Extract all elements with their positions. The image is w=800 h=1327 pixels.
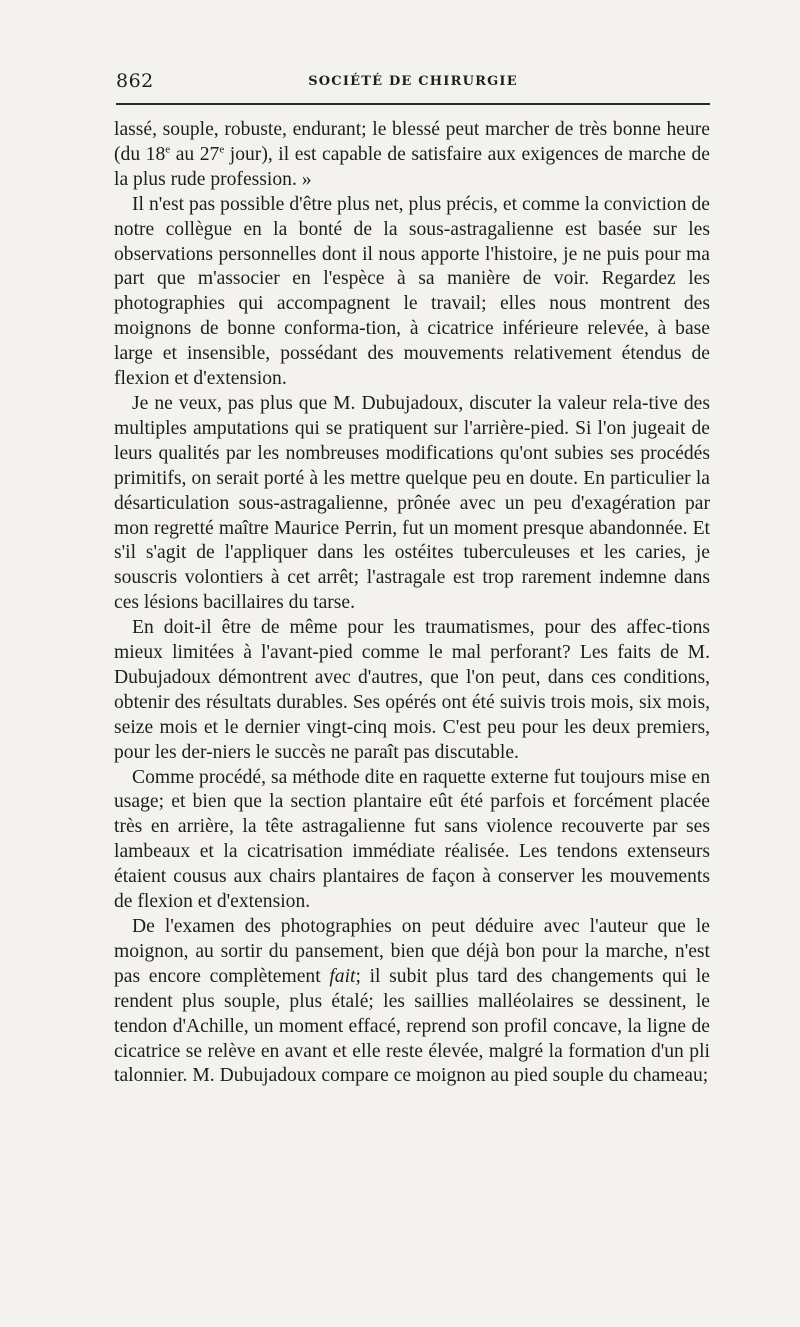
paragraph-4: En doit-il être de même pour les traumatismes, pour des affec-tions mieux limitées à l'avant-pied comme le mal perforant? Les faits de M. Dubujadoux démontrent avec d'autres, que l'on peut, dans ces conditions, obtenir des résultats durables. Ses opérés ont été suivis trois mois, six mois, seize mois et le dernier vingt-cinq mois. C'est peu pour les deux premiers, pour les der-niers le succès ne paraît pas discutable. (114, 617, 710, 763)
running-title: SOCIÉTÉ DE CHIRURGIE (308, 74, 518, 89)
paragraph-1: lassé, souple, robuste, endurant; le blessé peut marcher de très bonne heure (du 18e au 27e jour), il est capable de satisfaire aux exigences de marche de la plus rude profession. » (114, 119, 710, 190)
body-text (114, 118, 710, 1089)
page-number: 862 (116, 70, 154, 92)
paragraph-3: Je ne veux, pas plus que M. Dubujadoux, discuter la valeur rela-tive des multiples amputations qui se pratiquent sur l'arrière-pied. Si l'on jugeait de leurs qualités par les nombreuses modifications qu'ont subies ses procédés primitifs, on serait porté à les mettre quelque peu en doute. En particulier la désarticulation sous-astragalienne, prônée avec un peu d'exagération par mon regretté maître Maurice Perrin, fut un moment presque abandonnée. Et s'il s'agit de l'appliquer dans les ostéites tuberculeuses et les caries, je souscris volontiers à cet arrêt; l'astragale est trop rarement indemne dans ces lésions bacillaires du tarse. (114, 392, 710, 614)
page-header (116, 68, 710, 98)
paragraph-5: Comme procédé, sa méthode dite en raquette externe fut toujours mise en usage; et bien que la section plantaire eût été parfois et forcément placée très en arrière, la tête astragalienne fut sans violence recouverte par ses lambeaux et la cicatrisation immédiate réalisée. Les tendons extenseurs étaient cousus aux chairs plantaires de façon à conserver les mouvements de flexion et d'extension. (114, 766, 710, 913)
header-rule (116, 103, 710, 105)
paragraph-6: De l'examen des photographies on peut déduire avec l'auteur que le moignon, au sortir du pansement, bien que déjà bon pour la marche, n'est pas encore complètement fait; il subit plus tard des changements qui le rendent plus souple, plus étalé; les saillies malléolaires se dessinent, le tendon d'Achille, un moment effacé, reprend son profil concave, la ligne de cicatrice se relève en avant et elle reste élevée, malgré la formation d'un pli talonnier. M. Dubujadoux compare ce moignon au pied souple du chameau; (114, 916, 710, 1087)
paragraph-2: Il n'est pas possible d'être plus net, plus précis, et comme la conviction de notre collègue en la bonté de la sous-astragalienne est basée sur les observations personnelles dont il nous apporte l'histoire, je ne puis pour ma part que m'associer en l'espèce à sa manière de voir. Regardez les photographies qui accompagnent le travail; elles nous montrent des moignons de bonne conforma-tion, à cicatrice inférieure relevée, à base large et insensible, possédant des mouvements relativement étendus de flexion et d'extension. (114, 193, 710, 390)
